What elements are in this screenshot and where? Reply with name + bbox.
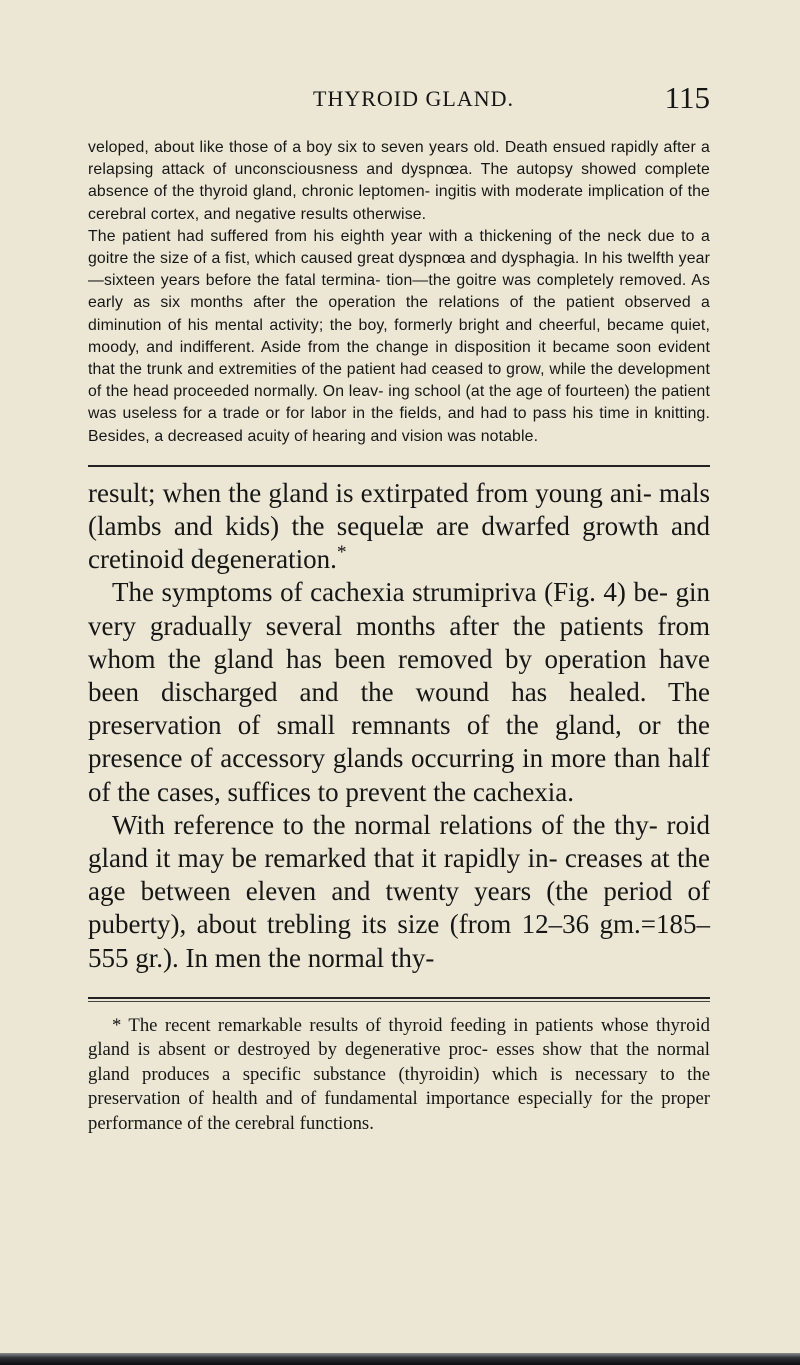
footnote-marker: * xyxy=(112,1014,122,1036)
body-paragraph-1-text: result; when the gland is extirpated from young ani- mals (lambs and kids) the sequelæ are dwarfed growth and cretinoid degeneration. xyxy=(88,477,710,575)
running-header xyxy=(88,80,710,126)
footnote-divider xyxy=(88,997,710,999)
page-number: 115 xyxy=(664,80,710,115)
body-paragraph-3: With reference to the normal relations of the thy- roid gland it may be remarked that it rapidly in- creases at the age between eleven and twenty years (the period of puberty), about trebling its size (from 12–36 gm.=185–555 gr.). In men the normal thy- xyxy=(88,809,710,973)
footnote-text: The recent remarkable results of thyroid feeding in patients whose thyroid gland is absent or destroyed by degenerative proc- esses show that the normal gland produces a specific substance (thyroidin) which is necessary to the preservation of health and of fundamental importance especially for the proper performance of the cerebral functions. xyxy=(88,1014,710,1134)
running-title: THYROID GLAND. xyxy=(313,86,514,111)
footnote-divider-thin xyxy=(88,1001,710,1002)
book-page xyxy=(88,80,710,1326)
case-paragraph-1: veloped, about like those of a boy six to seven years old. Death ensued rapidly after a relapsing attack of unconsciousness and dyspnœa. The autopsy showed complete absence of the thyroid gland, chronic leptomen- ingitis with moderate implication of the cerebral cortex, and negative results otherwise. xyxy=(88,139,710,223)
case-report-text xyxy=(88,137,710,448)
scan-bottom-edge xyxy=(0,1353,800,1365)
footnote xyxy=(88,1014,710,1136)
body-paragraph-2: The symptoms of cachexia strumipriva (Fig. 4) be- gin very gradually several months after the patients from whom the gland has been removed by operation have been discharged and the wound has healed. The preservation of small remnants of the gland, or the presence of accessory glands occurring in more than half of the cases, suffices to prevent the cachexia. xyxy=(88,577,710,807)
footnote-reference: * xyxy=(336,542,347,564)
section-divider-top xyxy=(88,465,710,467)
body-paragraph-1 xyxy=(88,477,710,577)
case-paragraph-2: The patient had suffered from his eighth year with a thickening of the neck due to a goitre the size of a fist, which caused great dyspnœa and dysphagia. In his twelfth year—sixteen years before the fatal termina- tion—the goitre was completely removed. As early as six months after the operation the relations of the patient observed a diminution of his mental activity; the boy, formerly bright and cheerful, became quiet, moody, and indifferent. Aside from the change in disposition it became soon evident that the trunk and extremities of the patient had ceased to grow, while the development of the head proceeded normally. On leav- ing school (at the age of fourteen) the patient was useless for a trade or for labor in the fields, and had to pass his time in knitting. Besides, a decreased acuity of hearing and vision was notable. xyxy=(88,227,710,445)
main-body-text xyxy=(88,477,710,975)
